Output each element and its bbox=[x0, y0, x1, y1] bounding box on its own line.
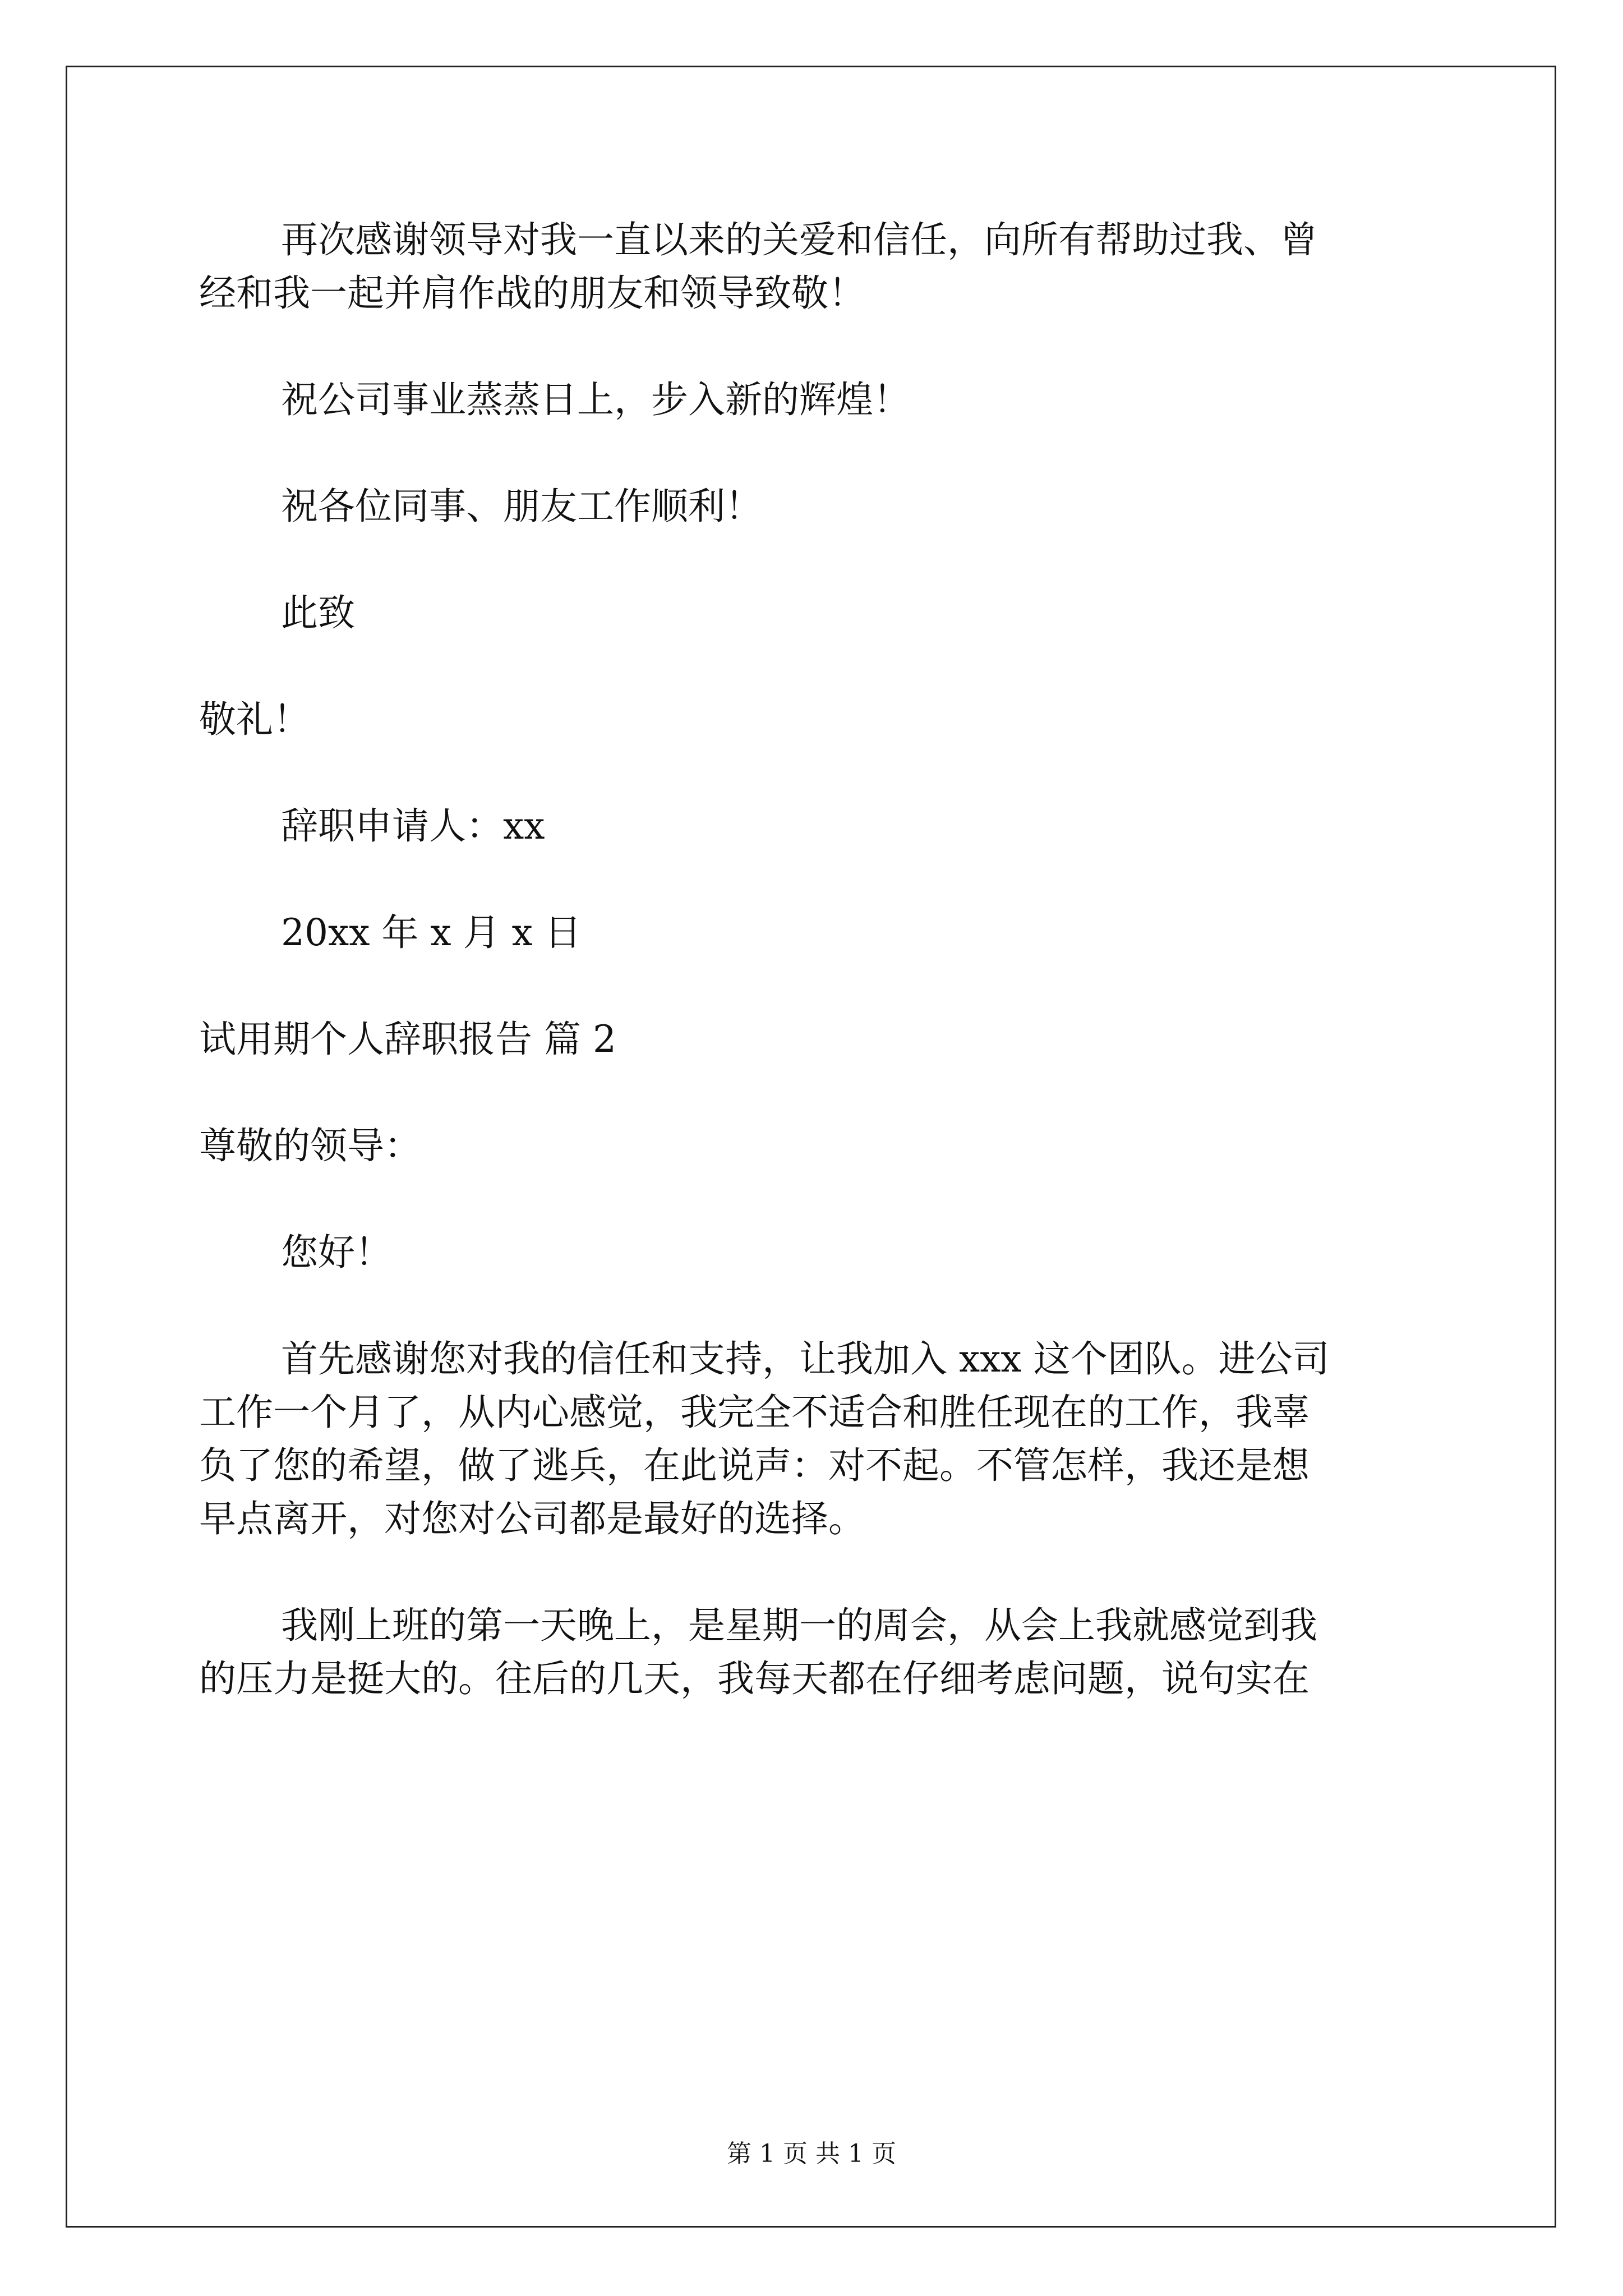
closing-salutation: 此致 bbox=[281, 591, 355, 634]
paragraph-line: 再次感谢领导对我一直以来的关爱和信任，向所有帮助过我、曾 bbox=[281, 218, 1317, 261]
paragraph-line: 工作一个月了，从内心感觉，我完全不适合和胜任现在的工作，我辜 bbox=[199, 1391, 1310, 1434]
blessing-line: 祝各位同事、朋友工作顺利！ bbox=[281, 485, 762, 528]
document-body bbox=[199, 213, 1427, 1705]
paragraph-line: 我刚上班的第一天晚上，是星期一的周会，从会上我就感觉到我 bbox=[281, 1604, 1317, 1647]
page-footer: 第 1 页 共 1 页 bbox=[727, 2139, 896, 2168]
paragraph-line: 经和我一起并肩作战的朋友和领导致敬！ bbox=[199, 272, 865, 315]
closing-salutation: 敬礼！ bbox=[199, 698, 310, 741]
signature-line: 辞职申请人：xx bbox=[281, 804, 545, 848]
greeting: 尊敬的领导： bbox=[199, 1124, 421, 1167]
blessing-line: 祝公司事业蒸蒸日上，步入新的辉煌！ bbox=[281, 378, 910, 421]
paragraph-line: 首先感谢您对我的信任和支持，让我加入 xxx 这个团队。进公司 bbox=[281, 1337, 1330, 1381]
paragraph-line: 早点离开，对您对公司都是最好的选择。 bbox=[199, 1497, 865, 1540]
paragraph-line: 的压力是挺大的。往后的几天，我每天都在仔细考虑问题，说句实在 bbox=[199, 1657, 1310, 1700]
date-line: 20xx 年 x 月 x 日 bbox=[281, 911, 582, 954]
section-title: 试用期个人辞职报告 篇 2 bbox=[199, 1018, 616, 1061]
greeting: 您好！ bbox=[281, 1231, 392, 1274]
paragraph-line: 负了您的希望，做了逃兵，在此说声：对不起。不管怎样，我还是想 bbox=[199, 1444, 1310, 1487]
